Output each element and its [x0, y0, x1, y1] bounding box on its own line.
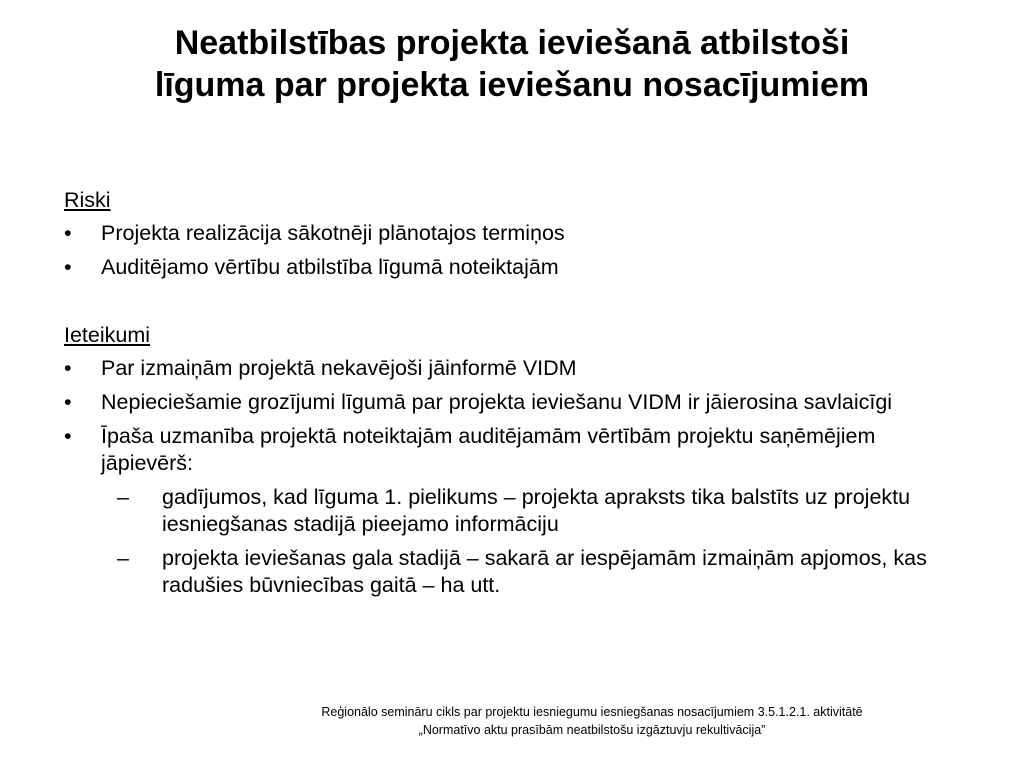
risk-item-text: Auditējamo vērtību atbilstība līgumā noteiktajām [101, 255, 559, 279]
recommendation-item [64, 423, 964, 599]
slide-content [64, 187, 964, 606]
bullet-marker: • [64, 390, 72, 414]
recommendation-subitem-text: gadījumos, kad līguma 1. pielikums – projekta apraksts tika balstīts uz projektu iesniegšanas stadijā pieejamo informāciju [162, 485, 911, 536]
slide-title-line-1: Neatbilstības projekta ieviešanā atbilstoši [174, 24, 850, 62]
recommendation-subitem-text: projekta ieviešanas gala stadijā – sakarā ar iespējamām izmaiņām apjomos, kas radušies būvniecības gaitā – ha utt. [162, 546, 927, 597]
recommendations-list [64, 355, 964, 599]
bullet-marker: • [64, 424, 72, 448]
recommendation-item [64, 355, 964, 382]
risk-item [64, 254, 964, 281]
bullet-marker: • [64, 221, 72, 245]
risks-list [64, 220, 964, 281]
recommendation-item-text: Par izmaiņām projektā nekavējoši jāinformē VIDM [101, 356, 577, 380]
footer-line-2: „Normatīvo aktu prasībām neatbilstošu izgāztuvju rekultivācija” [418, 723, 766, 737]
risk-item [64, 220, 964, 247]
slide-title-line-2: līguma par projekta ieviešanu nosacījumiem [154, 66, 870, 104]
bullet-marker: • [64, 255, 72, 279]
risks-heading: Riski [64, 188, 111, 212]
recommendation-subitem [117, 484, 964, 538]
recommendations-heading: Ieteikumi [64, 323, 151, 347]
slide-title [40, 22, 984, 106]
risk-item-text: Projekta realizācija sākotnēji plānotajos termiņos [101, 221, 565, 245]
dash-marker: – [117, 546, 129, 570]
footer-line-1: Reģionālo semināru cikls par projektu iesniegumu iesniegšanas nosacījumiem 3.5.1.2.1. aktivitātē [321, 705, 863, 719]
section-spacer [64, 288, 964, 322]
recommendation-item-text: Īpaša uzmanība projektā noteiktajām auditējamām vērtībām projektu saņēmējiem jāpievērš: [101, 424, 876, 475]
recommendation-item [64, 389, 964, 416]
recommendation-subitem [117, 545, 964, 599]
slide-footer [242, 703, 942, 739]
dash-marker: – [117, 485, 129, 509]
recommendation-sublist [101, 484, 964, 599]
recommendation-item-text: Nepieciešamie grozījumi līgumā par projekta ieviešanu VIDM ir jāierosina savlaicīgi [101, 390, 893, 414]
bullet-marker: • [64, 356, 72, 380]
